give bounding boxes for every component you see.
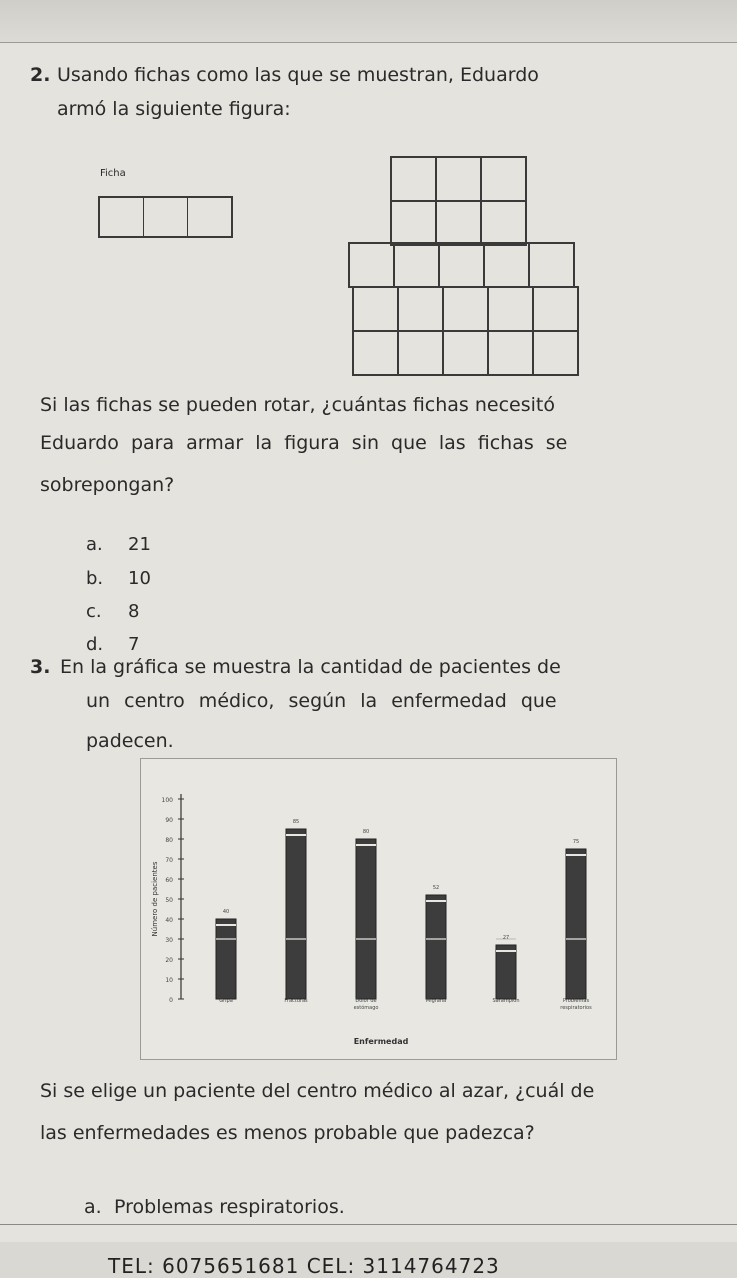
- question-3-line-3: padecen.: [86, 730, 174, 752]
- figure-cell: [352, 330, 399, 376]
- data-label: 27: [502, 935, 510, 941]
- figure-cell: [442, 330, 489, 376]
- ficha-cell: [188, 198, 231, 236]
- figure-cell: [438, 242, 485, 288]
- y-tick-label: 30: [165, 937, 173, 944]
- y-tick-label: 100: [161, 797, 173, 804]
- option-a-letter[interactable]: a.: [86, 534, 103, 555]
- figure-cell: [532, 330, 579, 376]
- option-d-text: 7: [128, 634, 140, 655]
- y-tick-label: 90: [165, 817, 173, 824]
- bottom-rule: [0, 1224, 737, 1225]
- y-tick-label: 70: [165, 857, 173, 864]
- bar-chart: [141, 759, 616, 1059]
- top-rule: [0, 42, 737, 43]
- figure-cell: [487, 330, 534, 376]
- bar: [426, 895, 446, 999]
- option-b-letter[interactable]: b.: [86, 568, 104, 589]
- ficha-label: Ficha: [100, 168, 126, 179]
- figure-cell: [435, 200, 482, 246]
- footer-contact: TEL: 6075651681 CEL: 3114764723: [108, 1254, 500, 1278]
- question-3-prompt-line-1: Si se elige un paciente del centro médico al azar, ¿cuál de: [40, 1080, 595, 1102]
- ficha-piece: [98, 196, 233, 238]
- x-tick-label: Migraña: [425, 998, 447, 1004]
- x-tick-label: Problemas: [562, 998, 590, 1004]
- chart-frame: [140, 758, 617, 1060]
- bar: [496, 945, 516, 999]
- figure-cell: [487, 286, 534, 332]
- bar: [356, 839, 376, 999]
- option-c-letter[interactable]: c.: [86, 601, 102, 622]
- figure-cell: [480, 156, 527, 202]
- ficha-cell: [144, 198, 188, 236]
- figure-cell: [532, 286, 579, 332]
- ficha-cell: [100, 198, 144, 236]
- answer-letter[interactable]: a.: [84, 1196, 102, 1218]
- bar: [566, 849, 586, 999]
- x-tick-label: Fracturas: [284, 998, 308, 1004]
- question-2-line-2: armó la siguiente figura:: [57, 98, 291, 120]
- figure-cell: [348, 242, 395, 288]
- figure-cell: [435, 156, 482, 202]
- figure-cell: [397, 286, 444, 332]
- question-3-line-2: un centro médico, según la enfermedad que: [86, 690, 557, 712]
- data-label: 85: [292, 819, 300, 825]
- data-label: 75: [572, 839, 580, 845]
- y-tick-label: 20: [165, 957, 173, 964]
- option-d-letter[interactable]: d.: [86, 634, 104, 655]
- x-tick-label: Sarampión: [492, 998, 520, 1004]
- bar: [286, 829, 306, 999]
- y-tick-label: 0: [169, 997, 173, 1004]
- figure-cell: [352, 286, 399, 332]
- figure-cell: [390, 156, 437, 202]
- option-b-text: 10: [128, 568, 151, 589]
- question-2-number: 2.: [30, 64, 51, 86]
- x-axis-title: Enfermedad: [353, 1037, 409, 1046]
- question-3-prompt-line-2: las enfermedades es menos probable que padezca?: [40, 1122, 535, 1144]
- data-label: 80: [362, 829, 370, 835]
- data-label: 40: [222, 909, 230, 915]
- figure-cell: [397, 330, 444, 376]
- y-tick-label: 50: [165, 897, 173, 904]
- x-tick-label: Dolor de: [355, 998, 377, 1004]
- question-2-prompt-line-3: sobrepongan?: [40, 474, 175, 496]
- y-axis-title: Número de pacientes: [151, 861, 159, 937]
- figure-cell: [390, 200, 437, 246]
- page-top-bleed: [0, 0, 737, 42]
- y-tick-label: 80: [165, 837, 173, 844]
- x-tick-label: Gripa: [219, 998, 233, 1004]
- question-2-line-1: Usando fichas como las que se muestran, Eduardo: [57, 64, 539, 86]
- question-2-prompt-line-2: Eduardo para armar la figura sin que las fichas se: [40, 432, 568, 454]
- option-c-text: 8: [128, 601, 140, 622]
- question-3-number: 3.: [30, 656, 51, 678]
- figure-cell: [442, 286, 489, 332]
- data-label: 52: [432, 885, 440, 891]
- figure-cell: [528, 242, 575, 288]
- figure-cell: [483, 242, 530, 288]
- x-tick-label-continued: estómago: [353, 1005, 379, 1011]
- x-tick-label-continued: respiratorios: [560, 1005, 592, 1011]
- figure-cell: [393, 242, 440, 288]
- question-2-prompt-line-1: Si las fichas se pueden rotar, ¿cuántas fichas necesitó: [40, 394, 555, 416]
- y-tick-label: 40: [165, 917, 173, 924]
- bar: [216, 919, 236, 999]
- answer-text: Problemas respiratorios.: [114, 1196, 345, 1218]
- y-tick-label: 60: [165, 877, 173, 884]
- option-a-text: 21: [128, 534, 151, 555]
- figure-cell: [480, 200, 527, 246]
- y-tick-label: 10: [165, 977, 173, 984]
- question-3-line-1: En la gráfica se muestra la cantidad de pacientes de: [60, 656, 561, 678]
